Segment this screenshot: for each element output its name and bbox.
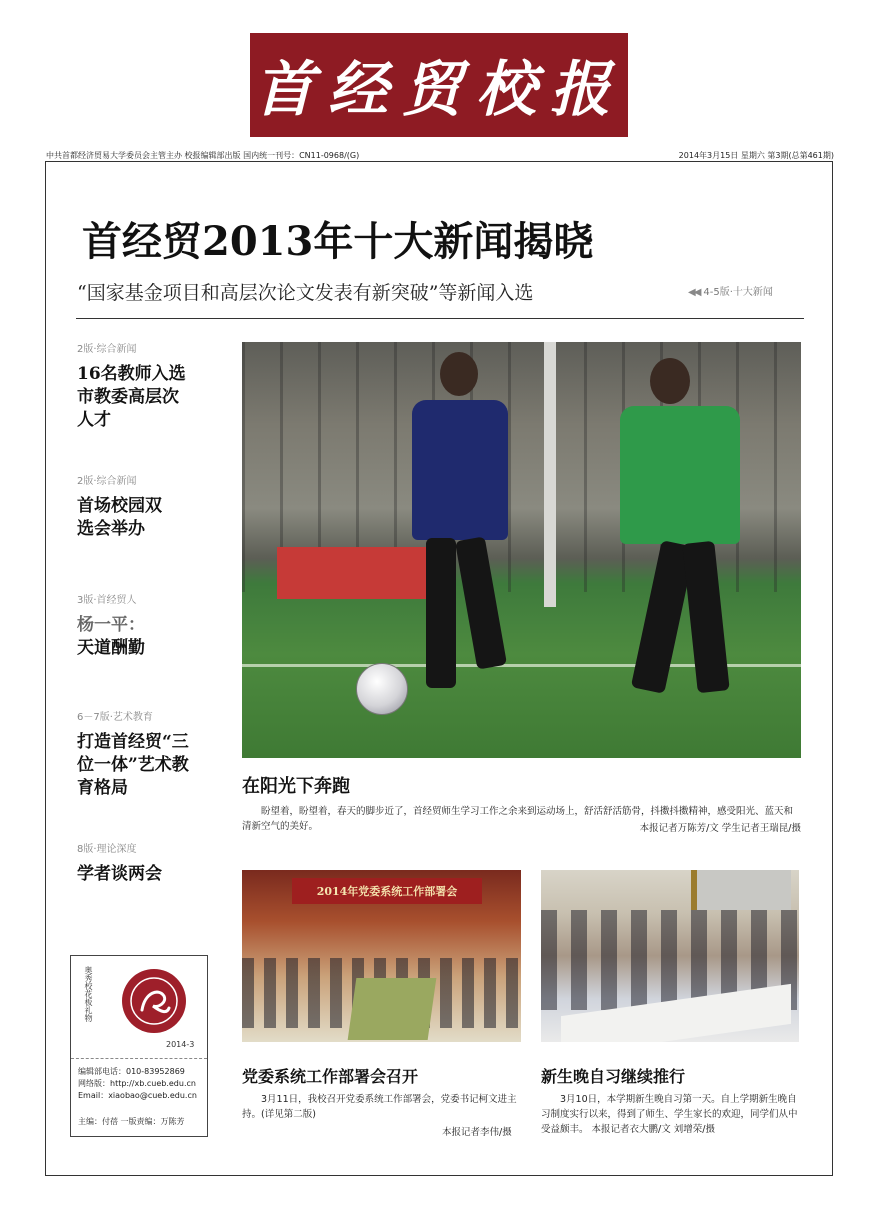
main-photo (242, 342, 801, 758)
sidebar-section: 6－7版·艺术教育 (77, 712, 153, 723)
info-divider (71, 1058, 207, 1059)
sidebar-title: 天道酬勤 (77, 638, 145, 658)
study-window (691, 870, 791, 910)
masthead (250, 33, 628, 137)
main-photo-title: 在阳光下奔跑 (242, 776, 350, 797)
sidebar-title: 打造首经贸“三位一体”艺术教育格局 (77, 732, 189, 798)
story-body: 3月11日，我校召开党委系统工作部署会，党委书记柯文进主持。(详见第二版) (242, 1094, 517, 1120)
main-photo-body: 盼望着，盼望着，春天的脚步近了，首经贸师生学习工作之余来到运动场上，舒活舒活筋骨，抖擞抖擞精神，感受阳光、蓝天和清新空气的美好。 (242, 806, 794, 832)
issue-date: 2014年3月15日 星期六 第3期(总第461期) (678, 151, 834, 160)
lead-headline: 首经贸2013年十大新闻揭晓 (82, 218, 594, 265)
sidebar-title: 首场校园双选会举办 (77, 496, 162, 539)
meeting-banner: 2014年党委系统工作部署会 (292, 878, 482, 904)
sidebar-item-job-fair[interactable] (77, 472, 227, 541)
lead-page-ref[interactable] (688, 283, 773, 298)
headline-rule (76, 318, 804, 319)
sidebar-item-teachers[interactable] (77, 340, 227, 432)
sidebar-title-name: 杨一平： (77, 615, 145, 635)
meeting-photo (242, 870, 521, 1042)
editor-line: 主编：付蓓 一版责编：万陈芳 (78, 1117, 185, 1126)
sidebar-item-theory[interactable] (77, 840, 227, 886)
contact-lines (78, 1066, 197, 1102)
sidebar-section: 8版·理论深度 (77, 844, 137, 855)
player-green (612, 358, 762, 703)
seal-date: 2014-3 (166, 1040, 195, 1049)
sidebar-section: 2版·综合新闻 (77, 344, 137, 355)
sidebar-section: 3版·首经贸人 (77, 595, 137, 606)
story-body: 3月10日，本学期新生晚自习第一天。自上学期新生晚自习制度实行以来，得到了师生、学生家长的欢迎，同学们从中受益颇丰。 本报记者衣大鹏/文 刘增荣/摄 (541, 1094, 798, 1135)
player-blue (382, 352, 522, 702)
phone-line: 编辑部电话：010-83952869 (78, 1067, 185, 1076)
sidebar-title: 学者谈两会 (77, 864, 162, 884)
meeting-table (348, 978, 437, 1040)
sidebar-title: 16名教师入选市教委高层次人才 (77, 364, 186, 430)
masthead-title: 首经贸校报 (254, 55, 624, 125)
publisher-info: 中共首都经济贸易大学委员会主管主办 校报编辑部出版 国内统一刊号：CN11-0968/(G) (46, 151, 360, 160)
web-line[interactable]: 网络版：http://xb.cueb.edu.cn (78, 1079, 196, 1088)
soccer-ball (356, 663, 408, 715)
lead-subhead: “国家基金项目和高层次论文发表有新突破”等新闻入选 (77, 282, 534, 304)
study-photo (541, 870, 799, 1042)
seal-inscription: 奥秀校花板礼物 (84, 966, 93, 1022)
lead-page-ref-label: 4-5版·十大新闻 (703, 287, 773, 298)
sidebar-item-art[interactable] (77, 708, 227, 800)
sidebar-item-profile[interactable] (77, 591, 227, 660)
university-seal-icon (109, 966, 199, 1036)
photo-post (544, 342, 556, 607)
email-line[interactable]: Email：xiaobao@cueb.edu.cn (78, 1091, 197, 1100)
story-title: 党委系统工作部署会召开 (242, 1067, 419, 1086)
story-credit: 本报记者李伟/摄 (442, 1127, 512, 1138)
left-arrows-icon: ◀◀ (688, 287, 700, 298)
sidebar-section: 2版·综合新闻 (77, 476, 137, 487)
main-photo-credit: 本报记者万陈芳/文 学生记者王瑞昆/摄 (639, 823, 801, 834)
story-title: 新生晚自习继续推行 (541, 1067, 686, 1086)
editorial-info-box (70, 955, 208, 1137)
